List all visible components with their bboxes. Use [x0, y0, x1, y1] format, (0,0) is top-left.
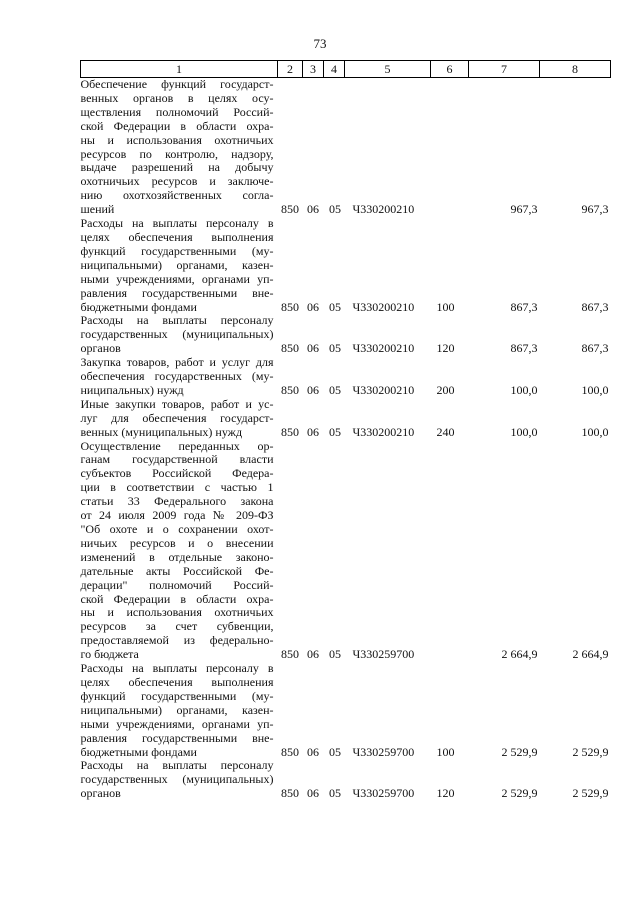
row-name: [81, 217, 278, 314]
row-subsection: 05: [329, 647, 341, 662]
row-name-line: венных органов в целях осу-: [80, 90, 274, 105]
row-target-article: Ч330259700: [352, 647, 415, 662]
row-name-line: предоставляемой из федерально-: [80, 633, 274, 648]
row-name-line: статьи 33 Федерального закона: [80, 494, 274, 509]
row-section: 06: [307, 786, 319, 801]
row-section: 06: [307, 341, 319, 356]
row-admin-code: 850: [281, 341, 299, 356]
row-expense-type: 100: [436, 744, 455, 759]
header-col-7: 7: [469, 61, 540, 78]
row-section: 06: [307, 647, 319, 662]
row-amount-approved: 867,3: [510, 341, 538, 356]
row-name-line: целях обеспечения выполнения: [80, 674, 274, 689]
row-amount-approved: 867,3: [510, 299, 538, 314]
row-amount-total: 2 529,9: [572, 786, 609, 801]
row-admin-code: 850: [281, 647, 299, 662]
row-amount-approved: 2 529,9: [501, 744, 538, 759]
row-name-line: Иные закупки товаров, работ и ус-: [80, 396, 274, 411]
row-section: 06: [307, 744, 319, 759]
row-name-line: Расходы на выплаты персоналу в: [80, 216, 274, 231]
row-name-line: венных (муниципальных) нужд: [80, 424, 243, 439]
row-subsection: 05: [329, 786, 341, 801]
row-amount-total: 967,3: [581, 202, 609, 217]
row-admin-code: 850: [281, 744, 299, 759]
row-target-article: Ч330200210: [352, 202, 415, 217]
header-col-1: 1: [81, 61, 278, 78]
row-name-line: ными учреждениями, органами уп-: [80, 271, 274, 286]
row-name-line: субъектов Российской Федера-: [80, 466, 274, 481]
row-target-article: Ч330200210: [352, 382, 415, 397]
row-amount-total: 100,0: [581, 424, 609, 439]
row-amount-approved: 100,0: [510, 424, 538, 439]
row-name-line: ниципальными) органами, казен-: [80, 257, 274, 272]
header-col-8: 8: [540, 61, 611, 78]
row-expense-type: 120: [436, 786, 455, 801]
row-name: [81, 440, 278, 663]
row-name-line: Осуществление переданных ор-: [80, 438, 274, 453]
row-target-article: Ч330200210: [352, 341, 415, 356]
row-amount-approved: 2 664,9: [501, 647, 538, 662]
table-row: [81, 662, 611, 759]
row-name-line: дательные акты Российской Фе-: [80, 563, 274, 578]
page-number: 73: [313, 36, 327, 51]
row-name-line: Обеспечение функций государст-: [80, 77, 274, 91]
row-section: 06: [307, 424, 319, 439]
table-row: [81, 217, 611, 314]
row-name: [81, 662, 278, 759]
row-name: [81, 759, 278, 801]
row-target-article: Ч330200210: [352, 299, 415, 314]
row-admin-code: 850: [281, 299, 299, 314]
row-name-line: "Об охоте и о сохранении охот-: [80, 522, 274, 536]
row-name-line: ганам государственной власти: [80, 452, 274, 467]
row-name-line: Расходы на выплаты персоналу: [80, 758, 274, 773]
row-admin-code: 850: [281, 424, 299, 439]
row-name-line: нию охотхозяйственных согла-: [80, 188, 274, 203]
row-name-line: Расходы на выплаты персоналу в: [80, 661, 274, 676]
table-header-row: [81, 61, 611, 78]
header-col-6: 6: [431, 61, 469, 78]
row-amount-approved: 100,0: [510, 382, 538, 397]
row-name-line: ской Федерации в области охра-: [80, 118, 274, 133]
row-amount-total: 2 664,9: [572, 647, 609, 662]
row-subsection: 05: [329, 299, 341, 314]
row-amount-total: 2 529,9: [572, 744, 609, 759]
row-expense-type: [431, 440, 469, 663]
row-name-line: выдаче разрешений на добычу: [80, 160, 274, 175]
row-name-line: охотничьих ресурсов и заключе-: [80, 174, 274, 189]
row-amount-total: 867,3: [581, 341, 609, 356]
row-name-line: ской Федерации в области охра-: [80, 591, 274, 606]
table-row: [81, 78, 611, 218]
row-name-line: луг для обеспечения государст-: [80, 410, 274, 425]
row-name-line: ресурсов за счет субвенции,: [80, 619, 274, 634]
row-name-line: ными учреждениями, органами уп-: [80, 716, 274, 731]
row-name-line: органов: [80, 341, 121, 356]
row-subsection: 05: [329, 202, 341, 217]
row-subsection: 05: [329, 341, 341, 356]
row-name: [81, 78, 278, 218]
row-section: 06: [307, 299, 319, 314]
row-amount-total: 867,3: [581, 299, 609, 314]
table-body: [81, 78, 611, 802]
row-name-line: го бюджета: [80, 647, 139, 662]
row-name-line: ществления полномочий Россий-: [80, 104, 274, 119]
row-target-article: Ч330259700: [352, 744, 415, 759]
row-name-line: равления государственными вне-: [80, 730, 274, 745]
row-name-line: государственных (муниципальных): [80, 327, 274, 342]
row-subsection: 05: [329, 424, 341, 439]
row-target-article: Ч330200210: [352, 424, 415, 439]
budget-table: [80, 60, 611, 801]
row-name: [81, 356, 278, 398]
row-name-line: от 24 июля 2009 года № 209-ФЗ: [80, 508, 274, 523]
row-name-line: ниципальных) нужд: [80, 382, 184, 397]
row-name-line: ничьих ресурсов и о внесении: [80, 535, 274, 550]
table-row: [81, 356, 611, 398]
row-name-line: функций государственными (му-: [80, 688, 274, 703]
row-section: 06: [307, 202, 319, 217]
row-name-line: Расходы на выплаты персоналу: [80, 313, 274, 328]
row-name-line: шений: [80, 202, 115, 217]
row-amount-total: 100,0: [581, 382, 609, 397]
row-admin-code: 850: [281, 382, 299, 397]
row-amount-approved: 2 529,9: [501, 786, 538, 801]
row-name-line: ресурсов по контролю, надзору,: [80, 146, 274, 161]
row-name-line: целях обеспечения выполнения: [80, 229, 274, 244]
row-expense-type: [431, 78, 469, 218]
row-name-line: обеспечения государственных (му-: [80, 369, 274, 384]
row-name-line: бюджетными фондами: [80, 744, 197, 759]
row-name-line: изменений в отдельные законо-: [80, 549, 274, 564]
row-amount-approved: 967,3: [510, 202, 538, 217]
row-subsection: 05: [329, 744, 341, 759]
header-col-4: 4: [324, 61, 345, 78]
row-name: [81, 398, 278, 440]
table-row: [81, 398, 611, 440]
row-target-article: Ч330259700: [352, 786, 415, 801]
table-row: [81, 314, 611, 356]
table-row: [81, 440, 611, 663]
row-section: 06: [307, 382, 319, 397]
row-name-line: ны и использования охотничьих: [80, 605, 274, 620]
row-name-line: функций государственными (му-: [80, 243, 274, 258]
row-name-line: органов: [80, 786, 121, 801]
row-name-line: бюджетными фондами: [80, 299, 197, 314]
row-expense-type: 100: [436, 299, 455, 314]
row-admin-code: 850: [281, 786, 299, 801]
header-col-2: 2: [278, 61, 303, 78]
row-name-line: ции в соответствии с частью 1: [80, 480, 274, 495]
row-subsection: 05: [329, 382, 341, 397]
row-name-line: Закупка товаров, работ и услуг для: [80, 355, 274, 370]
header-col-5: 5: [345, 61, 431, 78]
row-expense-type: 240: [436, 424, 455, 439]
row-name-line: равления государственными вне-: [80, 285, 274, 300]
row-admin-code: 850: [281, 202, 299, 217]
row-name-line: дерации" полномочий Россий-: [80, 577, 274, 592]
row-expense-type: 200: [436, 382, 455, 397]
row-name-line: государственных (муниципальных): [80, 772, 274, 787]
table-row: [81, 759, 611, 801]
row-expense-type: 120: [436, 341, 455, 356]
row-name-line: ниципальными) органами, казен-: [80, 702, 274, 717]
header-col-3: 3: [303, 61, 324, 78]
row-name-line: ны и использования охотничьих: [80, 132, 274, 147]
row-name: [81, 314, 278, 356]
